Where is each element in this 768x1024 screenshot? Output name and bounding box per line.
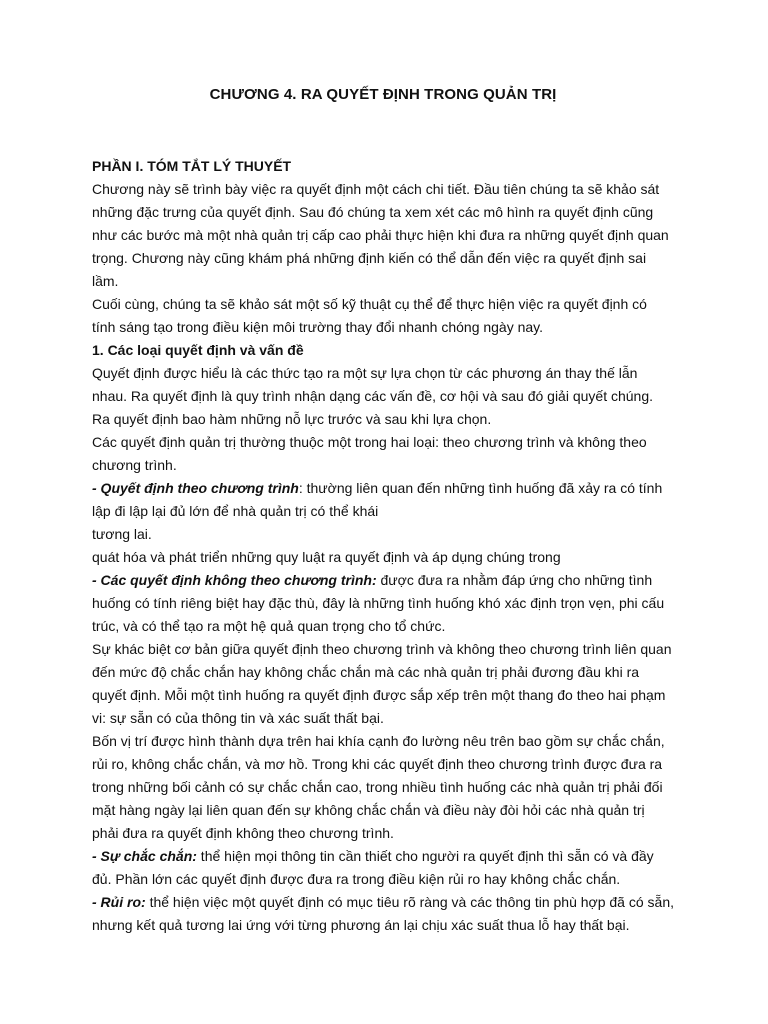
- paragraph-programmed-decision: [92, 477, 674, 523]
- paragraph-risk: [92, 891, 674, 937]
- nonprogrammed-decision-text: được đưa ra nhằm đáp ứng cho những tình huống có tính riêng biệt hay đặc thù, đây là những tình huống khó xác định trọn vẹn, phi cấu trúc, và có thể tạo ra một hệ quả quan trọng cho tổ chức.: [92, 572, 665, 634]
- term-nonprogrammed-decision: - Các quyết định không theo chương trình:: [92, 572, 377, 588]
- paragraph-decision-categories: Các quyết định quản trị thường thuộc một trong hai loại: theo chương trình và không theo chương trình.: [92, 434, 647, 473]
- term-programmed-decision: - Quyết định theo chương trình: [92, 480, 299, 496]
- term-certainty: - Sự chắc chắn:: [92, 848, 197, 864]
- section-heading: PHẦN I. TÓM TẮT LÝ THUYẾT: [92, 158, 292, 174]
- document-body: [92, 155, 674, 937]
- paragraph-decision-definition: Quyết định được hiểu là các thức tạo ra một sự lựa chọn từ các phương án thay thế lẫn nhau. Ra quyết định là quy trình nhận dạng các vấn đề, cơ hội và sau đó giải quyết chúng. Ra quyết định bao hàm những nỗ lực trước và sau khi lựa chọn.: [92, 365, 654, 427]
- paragraph-nonprogrammed-decision: [92, 569, 674, 638]
- subheading-decision-types: 1. Các loại quyết định và vấn đề: [92, 342, 304, 358]
- programmed-decision-text: : thường liên quan đến những tình huống đã xảy ra có tính lập đi lập lại đủ lớn để nhà quản trị có thể khái: [92, 480, 663, 519]
- paragraph-difference: Sự khác biệt cơ bản giữa quyết định theo chương trình và không theo chương trình liên quan đến mức độ chắc chắn hay không chắc chắn mà các nhà quản trị phải đương đầu khi ra quyết định. Mỗi một tình huống ra quyết định được sắp xếp trên một thang đo theo hai phạm vi: sự sẵn có của thông tin và xác suất thất bại.: [92, 641, 672, 726]
- paragraph-four-positions: Bốn vị trí được hình thành dựa trên hai khía cạnh đo lường nêu trên bao gồm sự chắc chắn, rủi ro, không chắc chắn, và mơ hồ. Trong khi các quyết định theo chương trình được đưa ra trong những bối cảnh có sự chắc chắn cao, trong nhiều tình huống các nhà quản trị phải đối mặt hàng ngày lại liên quan đến sự không chắc chắn và điều này đòi hỏi các nhà quản trị phải đưa ra quyết định không theo chương trình.: [92, 733, 665, 841]
- paragraph-certainty: [92, 845, 674, 891]
- paragraph-intro: Chương này sẽ trình bày việc ra quyết định một cách chi tiết. Đầu tiên chúng ta sẽ khảo sát những đặc trưng của quyết định. Sau đó chúng ta xem xét các mô hình ra quyết định cũng như các bước mà một nhà quản trị cấp cao phải thực hiện khi đưa ra những quyết định quan trọng. Chương này cũng khám phá những định kiến có thể dẫn đến việc ra quyết định sai lầm.: [92, 181, 669, 289]
- certainty-text: thể hiện mọi thông tin cần thiết cho người ra quyết định thì sẵn có và đầy đủ. Phần lớn các quyết định được đưa ra trong điều kiện rủi ro hay không chắc chắn.: [92, 848, 654, 887]
- chapter-title: CHƯƠNG 4. RA QUYẾT ĐỊNH TRONG QUẢN TRỊ: [209, 86, 557, 103]
- paragraph-future: tương lai.: [92, 526, 152, 542]
- paragraph-generalize: quát hóa và phát triển những quy luật ra quyết định và áp dụng chúng trong: [92, 549, 561, 565]
- risk-text: thể hiện việc một quyết định có mục tiêu rõ ràng và các thông tin phù hợp đã có sẵn, nhưng kết quả tương lai ứng với từng phương án lại chịu xác suất thua lỗ hay thất bại.: [92, 894, 675, 933]
- paragraph-conclusion: Cuối cùng, chúng ta sẽ khảo sát một số kỹ thuật cụ thể để thực hiện việc ra quyết định có tính sáng tạo trong điều kiện môi trường thay đổi nhanh chóng ngày nay.: [92, 296, 647, 335]
- term-risk: - Rủi ro:: [92, 894, 146, 910]
